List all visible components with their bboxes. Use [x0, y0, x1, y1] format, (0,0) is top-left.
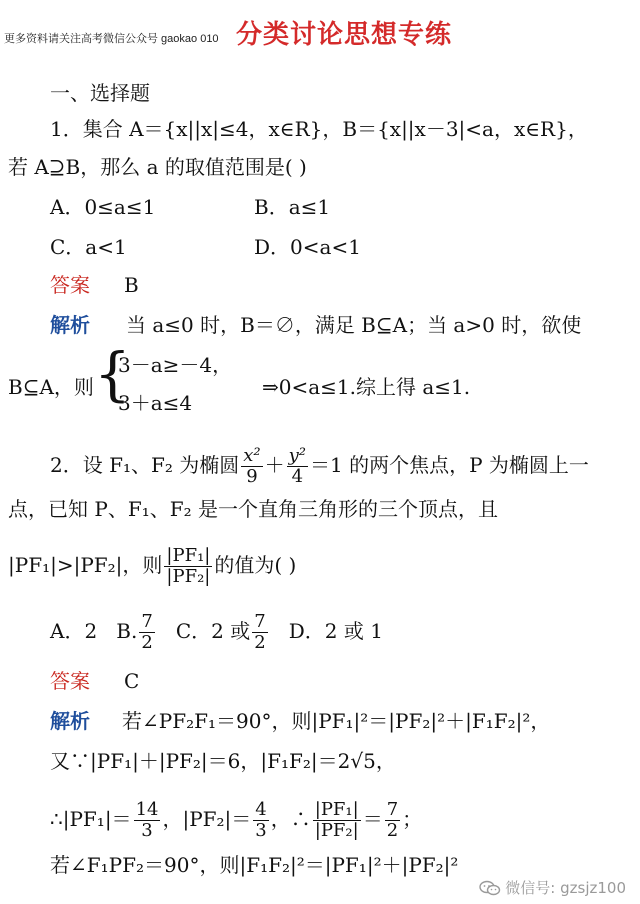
- frac-numerator: 14: [135, 799, 159, 820]
- q1-line1: 1．集合 A＝{x||x|≤4，x∈R}，B＝{x||x－3|<a，x∈R}，: [50, 117, 588, 141]
- l3-a: ∴|PF₁|＝: [50, 807, 132, 831]
- fraction-7-over-2: [139, 612, 154, 653]
- plus-sign: ＋: [264, 453, 285, 477]
- frac-denominator: 4: [291, 466, 304, 487]
- q2-option-c-prefix: C．2 或: [175, 619, 251, 643]
- frac-denominator: 2: [386, 820, 399, 841]
- q2-option-b-prefix: B.: [116, 619, 138, 643]
- q1-answer-label: 答案: [50, 273, 90, 297]
- q1-option-c: C．a<1: [50, 235, 127, 259]
- q2-line1-prefix: 2．设 F₁、F₂ 为椭圆: [50, 453, 240, 477]
- q2-analysis-line3: [50, 800, 422, 841]
- q2-option-d: D．2 或 1: [288, 619, 383, 643]
- frac-numerator: |PF₁|: [314, 799, 359, 820]
- watermark-text: 微信号: gzsjz100: [505, 879, 626, 897]
- fraction-y2-over-4: [287, 446, 308, 487]
- frac-denominator: 2: [141, 632, 153, 653]
- frac-denominator: |PF₂|: [166, 566, 211, 587]
- frac-denominator: 9: [246, 466, 258, 487]
- fraction-x2-over-9: [241, 446, 262, 487]
- q2-line3-prefix: |PF₁|>|PF₂|，则: [8, 553, 163, 577]
- q2-option-b: [116, 611, 157, 653]
- q2-analysis-line2: 又∵|PF₁|＋|PF₂|＝6，|F₁F₂|＝2√5，: [50, 749, 396, 773]
- frac-numerator: 7: [254, 611, 266, 632]
- header-note: 更多资料请关注高考微信公众号 gaokao 010: [4, 33, 219, 45]
- system-brace: {: [94, 340, 131, 408]
- frac-numerator: |PF₁|: [166, 545, 211, 566]
- q2-answer-label: 答案: [50, 669, 90, 693]
- page-title: 分类讨论思想专练: [236, 20, 453, 50]
- system-line2: 3＋a≤4: [118, 391, 193, 415]
- fraction-pf1-over-pf2: [164, 546, 212, 587]
- frac-numerator: 4: [255, 799, 267, 820]
- frac-numerator: y²: [288, 445, 306, 466]
- q2-option-a: A．2: [50, 619, 98, 643]
- frac-denominator: |PF₂|: [314, 820, 359, 841]
- q1-line2: 若 A⊇B，那么 a 的取值范围是( ): [8, 155, 307, 179]
- q1-analysis-label: 解析: [50, 313, 90, 337]
- q2-answer-value: C: [124, 669, 140, 693]
- fraction-pf1-over-pf2: [313, 800, 361, 841]
- q2-line2: 点，已知 P、F₁、F₂ 是一个直角三角形的三个顶点，且: [8, 497, 498, 521]
- l3-c: ，∴: [270, 807, 311, 831]
- fraction-7-over-2: [252, 612, 267, 653]
- q1-analysis-prefix: B⊆A，则: [8, 375, 94, 399]
- frac-numerator: x²: [243, 445, 261, 466]
- wechat-icon: [479, 880, 501, 896]
- frac-denominator: 3: [141, 820, 153, 841]
- q2-line3: [8, 546, 296, 587]
- watermark: [479, 877, 626, 898]
- q1-analysis-conclusion: ⇒0<a≤1.综上得 a≤1.: [262, 375, 471, 399]
- fraction-4-over-3: [253, 800, 268, 841]
- q2-option-c: [175, 611, 270, 653]
- q2-line1-suffix: ＝1 的两个焦点，P 为椭圆上一: [310, 453, 589, 477]
- q2-analysis-line4: 若∠F₁PF₂＝90°，则|F₁F₂|²＝|PF₁|²＋|PF₂|²: [50, 853, 459, 877]
- q1-option-a: A．0≤a≤1: [50, 195, 156, 219]
- q2-options: [50, 612, 383, 653]
- l3-end: ；: [402, 807, 423, 831]
- q1-answer-value: B: [124, 273, 139, 297]
- q2-analysis-label: 解析: [50, 709, 90, 733]
- q1-analysis-line1: 当 a≤0 时，B＝∅，满足 B⊆A；当 a>0 时，欲使: [126, 313, 582, 337]
- frac-denominator: 3: [255, 820, 267, 841]
- l3-b: ，|PF₂|＝: [162, 807, 252, 831]
- frac-numerator: 7: [386, 799, 399, 820]
- l3-d: ＝: [362, 807, 383, 831]
- q2-line3-suffix: 的值为( ): [214, 553, 297, 577]
- q1-option-b: B．a≤1: [254, 195, 331, 219]
- frac-denominator: 2: [254, 632, 266, 653]
- q2-analysis-line1: 若∠PF₂F₁＝90°，则|PF₁|²＝|PF₂|²＋|F₁F₂|²，: [122, 709, 551, 733]
- q1-option-d: D．0<a<1: [254, 235, 361, 259]
- section-heading: 一、选择题: [50, 81, 150, 105]
- system-line1: 3－a≥－4，: [118, 353, 233, 377]
- fraction-7-over-2: [385, 800, 400, 841]
- q2-line1: [50, 446, 589, 487]
- fraction-14-over-3: [134, 800, 161, 841]
- frac-numerator: 7: [141, 611, 153, 632]
